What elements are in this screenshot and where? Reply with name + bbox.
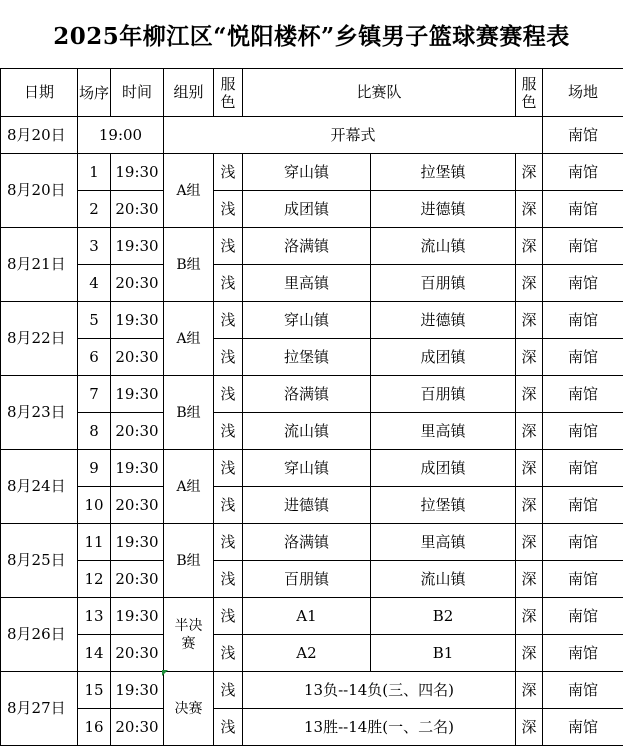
match-venue: 南馆 (543, 265, 623, 302)
header-seq: 场序 (78, 69, 111, 117)
uniform-light: 浅 (214, 339, 243, 376)
header-uniform-left: 服色 (214, 69, 243, 117)
match-time: 19:30 (111, 302, 164, 339)
home-team: 穿山镇 (243, 302, 371, 339)
uniform-light: 浅 (214, 598, 243, 635)
away-team: 流山镇 (371, 228, 516, 265)
match-venue: 南馆 (543, 672, 623, 709)
match-venue: 南馆 (543, 450, 623, 487)
match-time: 19:30 (111, 228, 164, 265)
match-row (1, 376, 623, 413)
away-team: 进德镇 (371, 302, 516, 339)
match-row (1, 154, 623, 191)
uniform-light: 浅 (214, 635, 243, 672)
cell-comment-marker (162, 670, 168, 676)
page-title: 2025年柳江区“悦阳楼杯”乡镇男子篮球赛赛程表 (0, 0, 623, 68)
match-group: B组 (164, 524, 214, 598)
match-seq: 6 (78, 339, 111, 376)
match-seq: 7 (78, 376, 111, 413)
uniform-light: 浅 (214, 228, 243, 265)
uniform-light: 浅 (214, 487, 243, 524)
match-venue: 南馆 (543, 376, 623, 413)
match-time: 19:30 (111, 524, 164, 561)
match-seq: 16 (78, 709, 111, 746)
uniform-light: 浅 (214, 524, 243, 561)
uniform-dark: 深 (516, 339, 543, 376)
opening-venue: 南馆 (543, 117, 623, 154)
home-team: A1 (243, 598, 371, 635)
uniform-dark: 深 (516, 709, 543, 746)
uniform-light: 浅 (214, 265, 243, 302)
match-row (1, 635, 623, 672)
header-uniform-right: 服色 (516, 69, 543, 117)
away-team: B2 (371, 598, 516, 635)
away-team: 百朋镇 (371, 376, 516, 413)
match-seq: 1 (78, 154, 111, 191)
match-seq: 12 (78, 561, 111, 598)
home-team: 进德镇 (243, 487, 371, 524)
header-group: 组别 (164, 69, 214, 117)
match-row (1, 672, 623, 709)
match-seq: 10 (78, 487, 111, 524)
match-group: B组 (164, 376, 214, 450)
schedule-body (1, 69, 623, 746)
match-group: 决赛 (164, 672, 214, 746)
uniform-light: 浅 (214, 672, 243, 709)
match-group: A组 (164, 450, 214, 524)
match-venue: 南馆 (543, 487, 623, 524)
home-team: 穿山镇 (243, 450, 371, 487)
uniform-dark: 深 (516, 598, 543, 635)
match-time: 20:30 (111, 635, 164, 672)
home-team: 流山镇 (243, 413, 371, 450)
match-seq: 13 (78, 598, 111, 635)
uniform-dark: 深 (516, 635, 543, 672)
match-seq: 4 (78, 265, 111, 302)
match-time: 20:30 (111, 265, 164, 302)
match-group: B组 (164, 228, 214, 302)
header-row (1, 69, 623, 117)
uniform-dark: 深 (516, 376, 543, 413)
match-row (1, 561, 623, 598)
match-date: 8月22日 (1, 302, 78, 376)
match-date: 8月27日 (1, 672, 78, 746)
match-seq: 9 (78, 450, 111, 487)
match-seq: 8 (78, 413, 111, 450)
match-time: 20:30 (111, 561, 164, 598)
match-venue: 南馆 (543, 413, 623, 450)
match-time: 20:30 (111, 487, 164, 524)
match-group: 半决赛 (164, 598, 214, 672)
uniform-dark: 深 (516, 154, 543, 191)
uniform-light: 浅 (214, 413, 243, 450)
home-team: 穿山镇 (243, 154, 371, 191)
match-venue: 南馆 (543, 302, 623, 339)
uniform-light: 浅 (214, 376, 243, 413)
away-team: 进德镇 (371, 191, 516, 228)
match-date: 8月20日 (1, 154, 78, 228)
match-seq: 15 (78, 672, 111, 709)
match-row (1, 709, 623, 746)
match-venue: 南馆 (543, 339, 623, 376)
match-time: 19:30 (111, 672, 164, 709)
uniform-dark: 深 (516, 450, 543, 487)
match-venue: 南馆 (543, 598, 623, 635)
away-team: 百朋镇 (371, 265, 516, 302)
uniform-dark: 深 (516, 228, 543, 265)
opening-row (1, 117, 623, 154)
uniform-dark: 深 (516, 672, 543, 709)
opening-time: 19:00 (78, 117, 164, 154)
match-row (1, 598, 623, 635)
match-group: A组 (164, 302, 214, 376)
match-seq: 2 (78, 191, 111, 228)
uniform-light: 浅 (214, 561, 243, 598)
uniform-dark: 深 (516, 413, 543, 450)
uniform-light: 浅 (214, 154, 243, 191)
match-time: 19:30 (111, 450, 164, 487)
home-team: 百朋镇 (243, 561, 371, 598)
opening-label: 开幕式 (164, 117, 543, 154)
match-venue: 南馆 (543, 561, 623, 598)
match-seq: 3 (78, 228, 111, 265)
uniform-light: 浅 (214, 450, 243, 487)
match-row (1, 265, 623, 302)
uniform-dark: 深 (516, 302, 543, 339)
uniform-dark: 深 (516, 561, 543, 598)
home-team: 洛满镇 (243, 524, 371, 561)
away-team: 流山镇 (371, 561, 516, 598)
match-venue: 南馆 (543, 635, 623, 672)
home-team: 洛满镇 (243, 228, 371, 265)
match-date: 8月23日 (1, 376, 78, 450)
header-teams: 比赛队 (243, 69, 516, 117)
opening-date: 8月20日 (1, 117, 78, 154)
match-date: 8月26日 (1, 598, 78, 672)
match-time: 19:30 (111, 154, 164, 191)
uniform-dark: 深 (516, 487, 543, 524)
home-team: 成团镇 (243, 191, 371, 228)
match-venue: 南馆 (543, 524, 623, 561)
away-team: B1 (371, 635, 516, 672)
match-venue: 南馆 (543, 154, 623, 191)
match-pairing: 13胜--14胜(一、二名) (243, 709, 516, 746)
uniform-dark: 深 (516, 265, 543, 302)
match-group: A组 (164, 154, 214, 228)
match-time: 20:30 (111, 191, 164, 228)
match-venue: 南馆 (543, 228, 623, 265)
header-date: 日期 (1, 69, 78, 117)
match-row (1, 450, 623, 487)
match-seq: 14 (78, 635, 111, 672)
header-venue: 场地 (543, 69, 623, 117)
uniform-light: 浅 (214, 191, 243, 228)
home-team: A2 (243, 635, 371, 672)
away-team: 里高镇 (371, 524, 516, 561)
match-time: 20:30 (111, 709, 164, 746)
match-time: 19:30 (111, 598, 164, 635)
away-team: 拉堡镇 (371, 487, 516, 524)
uniform-light: 浅 (214, 302, 243, 339)
match-row (1, 228, 623, 265)
uniform-dark: 深 (516, 524, 543, 561)
match-time: 19:30 (111, 376, 164, 413)
match-date: 8月24日 (1, 450, 78, 524)
match-venue: 南馆 (543, 709, 623, 746)
match-seq: 11 (78, 524, 111, 561)
match-row (1, 339, 623, 376)
away-team: 成团镇 (371, 339, 516, 376)
match-venue: 南馆 (543, 191, 623, 228)
away-team: 成团镇 (371, 450, 516, 487)
uniform-light: 浅 (214, 709, 243, 746)
match-date: 8月25日 (1, 524, 78, 598)
match-row (1, 524, 623, 561)
match-pairing: 13负--14负(三、四名) (243, 672, 516, 709)
match-time: 20:30 (111, 339, 164, 376)
home-team: 里高镇 (243, 265, 371, 302)
match-row (1, 487, 623, 524)
away-team: 里高镇 (371, 413, 516, 450)
uniform-dark: 深 (516, 191, 543, 228)
match-row (1, 413, 623, 450)
home-team: 洛满镇 (243, 376, 371, 413)
away-team: 拉堡镇 (371, 154, 516, 191)
home-team: 拉堡镇 (243, 339, 371, 376)
match-time: 20:30 (111, 413, 164, 450)
header-time: 时间 (111, 69, 164, 117)
match-row (1, 191, 623, 228)
schedule-table (0, 68, 623, 746)
match-seq: 5 (78, 302, 111, 339)
match-date: 8月21日 (1, 228, 78, 302)
match-row (1, 302, 623, 339)
